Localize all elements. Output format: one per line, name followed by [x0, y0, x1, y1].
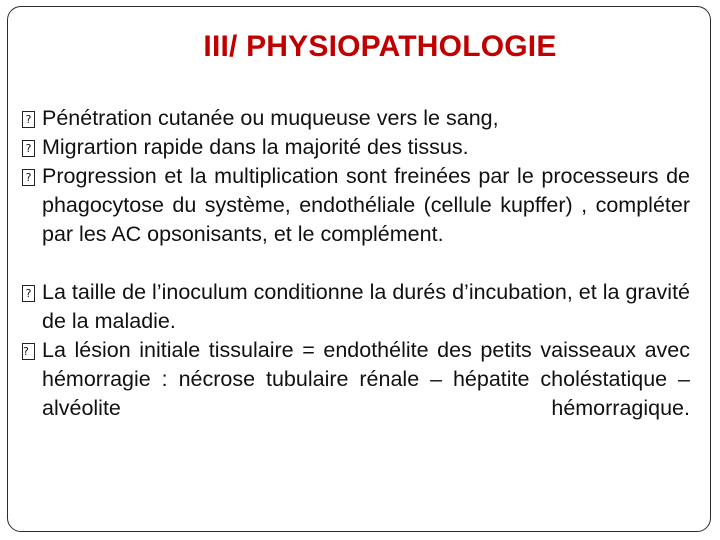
list-item — [22, 278, 690, 336]
list-item-text: Migrartion rapide dans la majorité des tissus. — [42, 135, 469, 159]
bullet-box-icon: ? — [22, 285, 35, 302]
bullet-list — [22, 104, 690, 423]
list-item — [22, 133, 690, 162]
list-item-text: La taille de l’inoculum conditionne la durés d’incubation, et la gravité de la maladie. — [42, 280, 690, 333]
list-item — [22, 104, 690, 133]
bullet-box-icon: ? — [22, 343, 35, 360]
bullet-box-icon: ? — [22, 140, 35, 157]
slide-title: III/ PHYSIOPATHOLOGIE — [203, 30, 557, 63]
list-item — [22, 336, 690, 423]
list-item-text: Pénétration cutanée ou muqueuse vers le sang, — [42, 106, 499, 130]
bullet-box-icon: ? — [22, 111, 35, 128]
bullet-box-icon: ? — [22, 169, 35, 186]
list-item — [22, 162, 690, 249]
list-item-text: Progression et la multiplication sont freinées par le processeurs de phagocytose du système, endothéliale (cellule kupffer) , compléter par les AC opsonisants, et le complément. — [42, 164, 690, 246]
list-item-text: La lésion initiale tissulaire = endothélite des petits vaisseaux avec hémorragie : nécrose tubulaire rénale – hépatite choléstatique – alvéolite hémorragique. — [42, 338, 690, 420]
